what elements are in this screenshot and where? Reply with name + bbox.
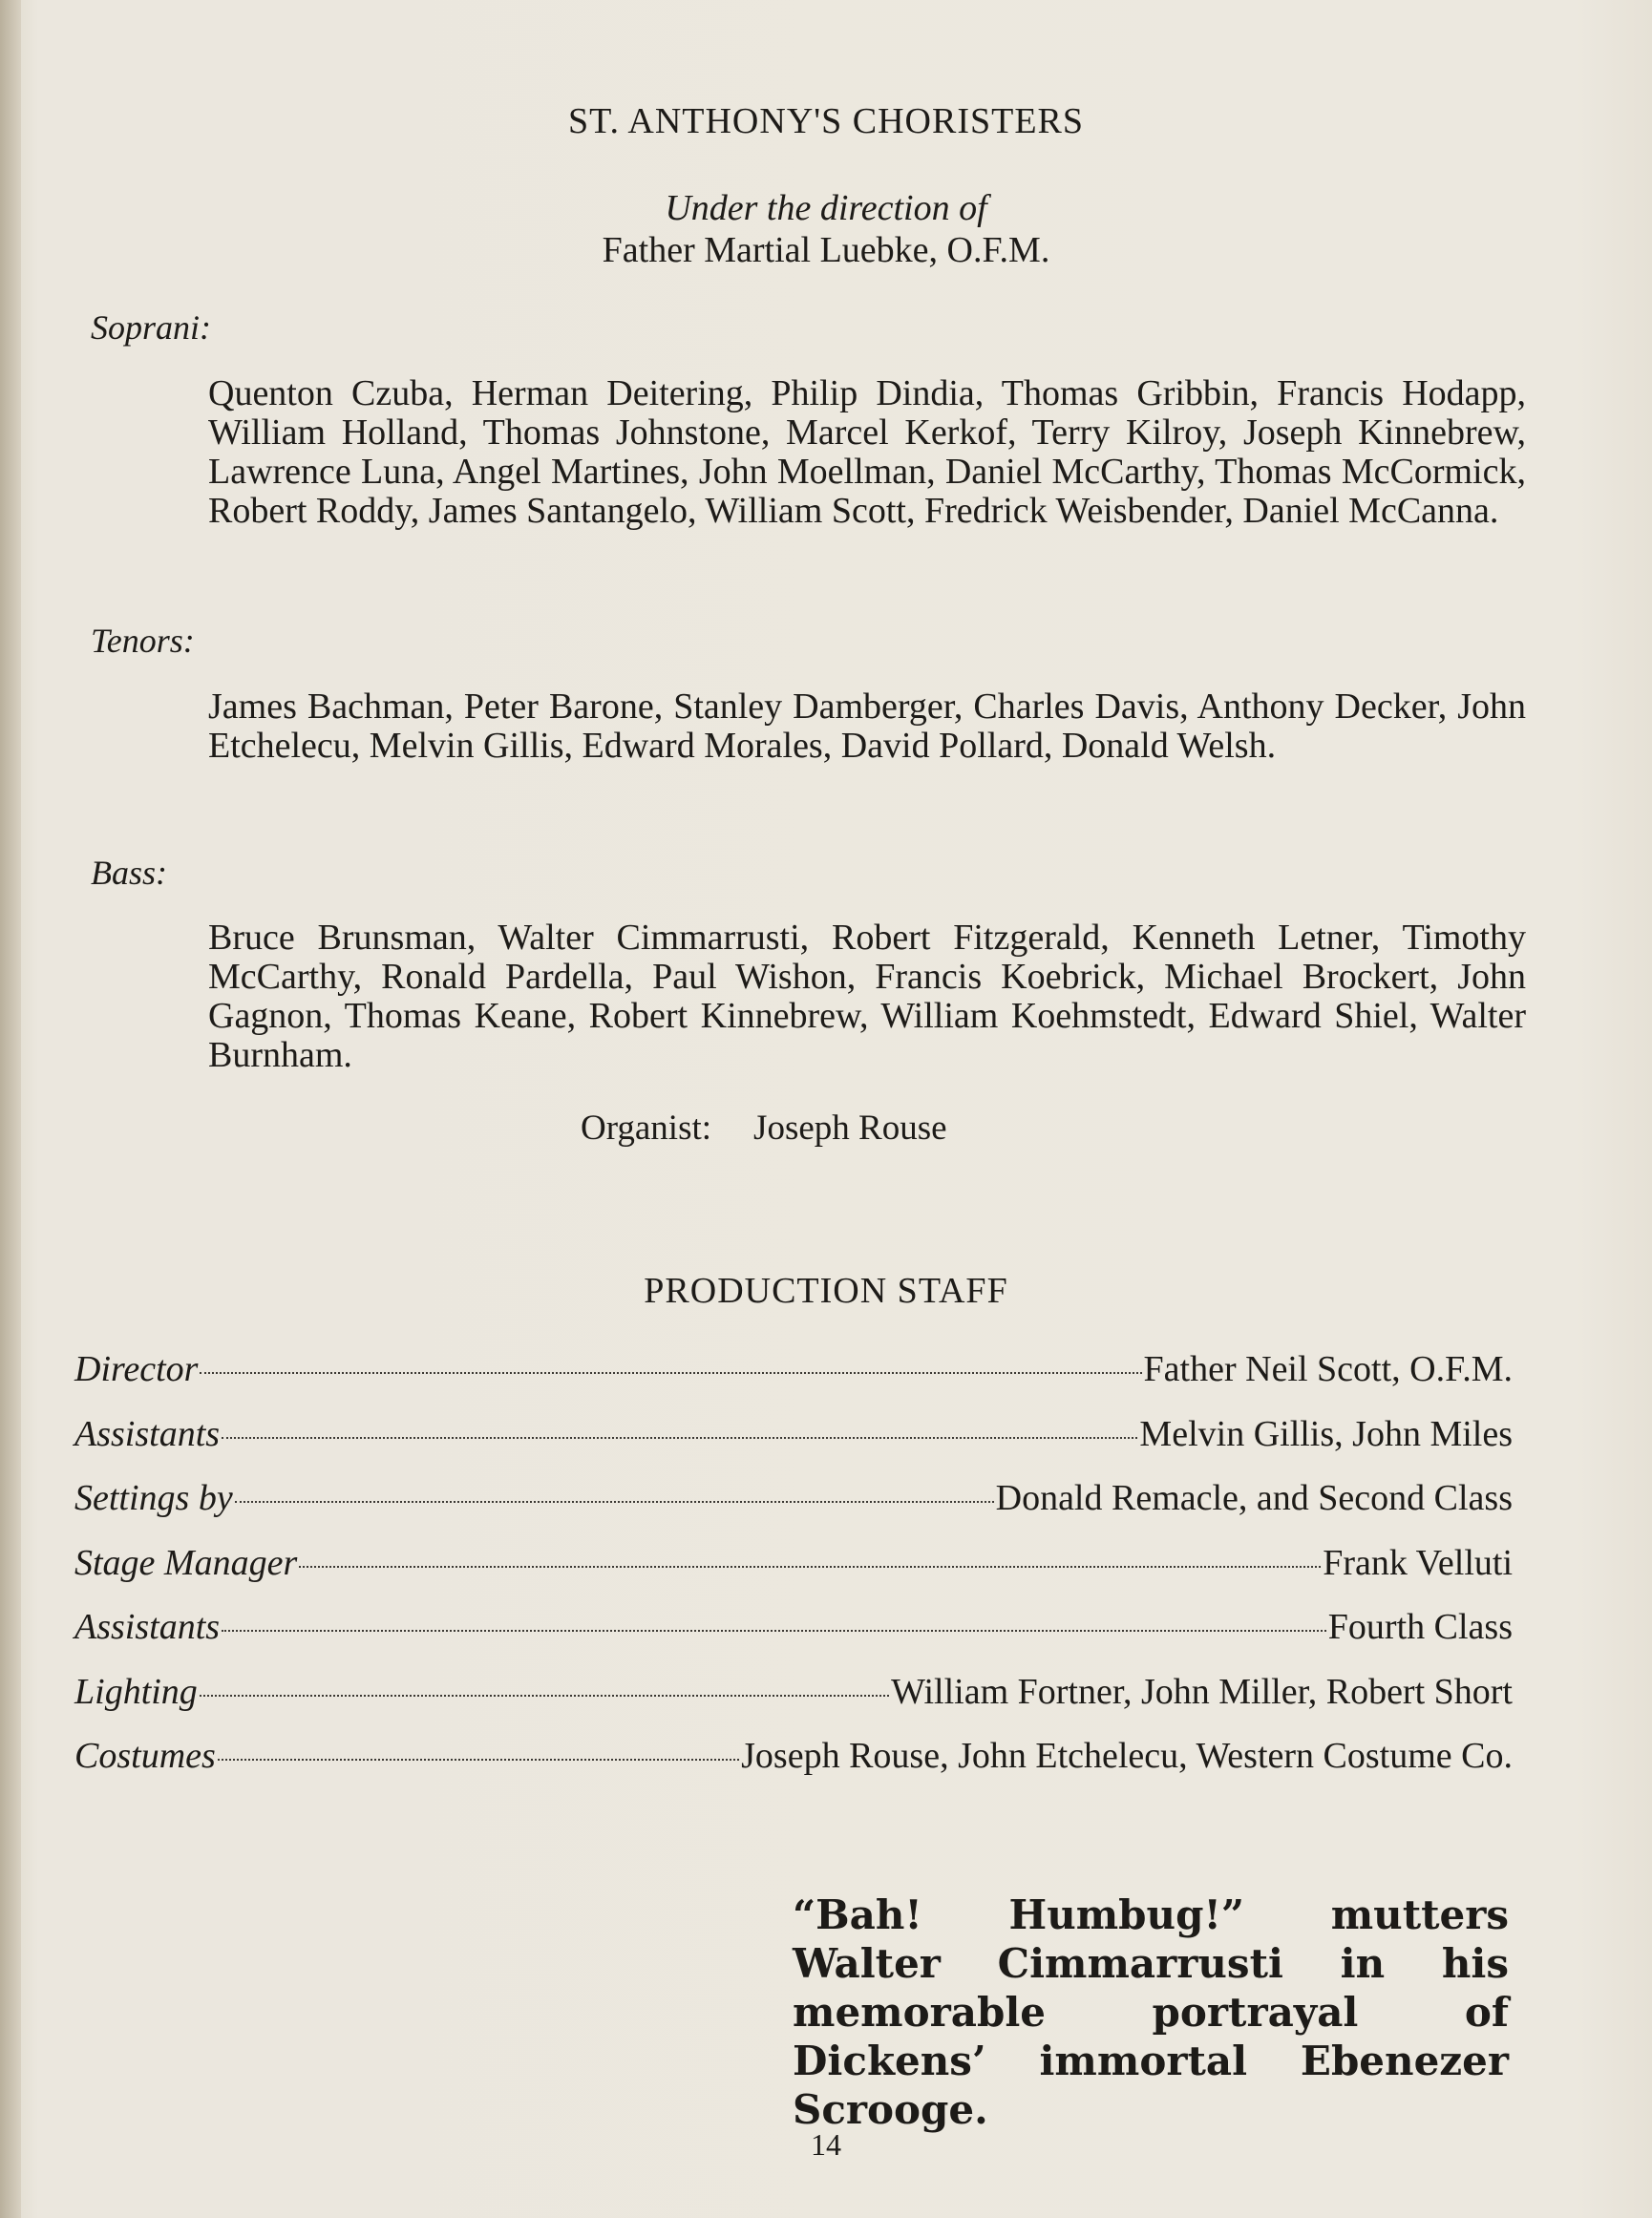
staff-names: William Fortner, John Miller, Robert Short (891, 1672, 1513, 1712)
staff-role: Assistants (74, 1414, 221, 1454)
choir-director: Father Martial Luebke, O.F.M. (602, 230, 1050, 270)
direction-line: Under the direction of (665, 188, 987, 228)
leader-dots (218, 1759, 739, 1761)
tenors-names: James Bachman, Peter Barone, Stanley Damberger, Charles Davis, Anthony Decker, John Etchelecu, Melvin Gillis, Edward Morales, David Pollard, Donald Welsh. (208, 687, 1526, 766)
leader-dots (222, 1437, 1137, 1439)
page-spine-shadow (0, 0, 21, 2218)
staff-row (74, 1477, 1513, 1525)
production-staff-title: PRODUCTION STAFF (644, 1271, 1008, 1311)
staff-names: Joseph Rouse, John Etchelecu, Western Costume Co. (741, 1736, 1513, 1776)
leader-dots (200, 1372, 1141, 1374)
staff-row (74, 1735, 1513, 1783)
organist-line (581, 1108, 947, 1149)
bass-names: Bruce Brunsman, Walter Cimmarrusti, Robert Fitzgerald, Kenneth Letner, Timothy McCarthy, Ronald Pardella, Paul Wishon, Francis Koebrick, Michael Brockert, John Gagnon, Thomas Keane, Robert Kinnebrew, William Koehmstedt, Edward Shiel, Walter Burnham. (208, 918, 1526, 1075)
staff-role: Costumes (74, 1736, 216, 1776)
leader-dots (235, 1501, 994, 1503)
staff-role: Assistants (74, 1607, 221, 1647)
soprani-names: Quenton Czuba, Herman Deitering, Philip Dindia, Thomas Gribbin, Francis Hodapp, William Holland, Thomas Johnstone, Marcel Kerkof, Terry Kilroy, Joseph Kinnebrew, Lawrence Luna, Angel Martines, John Moellman, Daniel McCarthy, Thomas McCormick, Robert Roddy, James Santangelo, William Scott, Fredrick Weisbender, Daniel McCanna. (208, 373, 1526, 531)
staff-row (74, 1348, 1513, 1396)
staff-names: Father Neil Scott, O.F.M. (1143, 1349, 1513, 1389)
leader-dots (200, 1695, 889, 1697)
photo-caption: “Bah! Humbug!” mutters Walter Cimmarrusti in his memorable portrayal of Dickens’ immortal Ebenezer Scrooge. (793, 1891, 1509, 2133)
staff-names: Donald Remacle, and Second Class (995, 1478, 1513, 1518)
staff-role: Lighting (74, 1672, 198, 1712)
leader-dots (222, 1630, 1326, 1632)
section-label-bass: Bass: (91, 854, 167, 892)
choir-title: ST. ANTHONY'S CHORISTERS (567, 101, 1085, 141)
staff-names: Melvin Gillis, John Miles (1139, 1414, 1513, 1454)
section-label-tenors: Tenors: (91, 622, 195, 660)
staff-names: Frank Velluti (1323, 1543, 1513, 1583)
staff-names: Fourth Class (1327, 1607, 1513, 1647)
staff-role: Director (74, 1349, 199, 1389)
page-number: 14 (811, 2127, 841, 2162)
organist-name: Joseph Rouse (753, 1109, 947, 1148)
staff-row (74, 1542, 1513, 1590)
section-label-soprani: Soprani: (91, 308, 211, 347)
leader-dots (299, 1566, 1321, 1568)
staff-row (74, 1413, 1513, 1461)
staff-row (74, 1606, 1513, 1654)
organist-label: Organist: (581, 1109, 712, 1148)
staff-role: Stage Manager (74, 1543, 298, 1583)
staff-row (74, 1671, 1513, 1719)
staff-role: Settings by (74, 1478, 233, 1518)
